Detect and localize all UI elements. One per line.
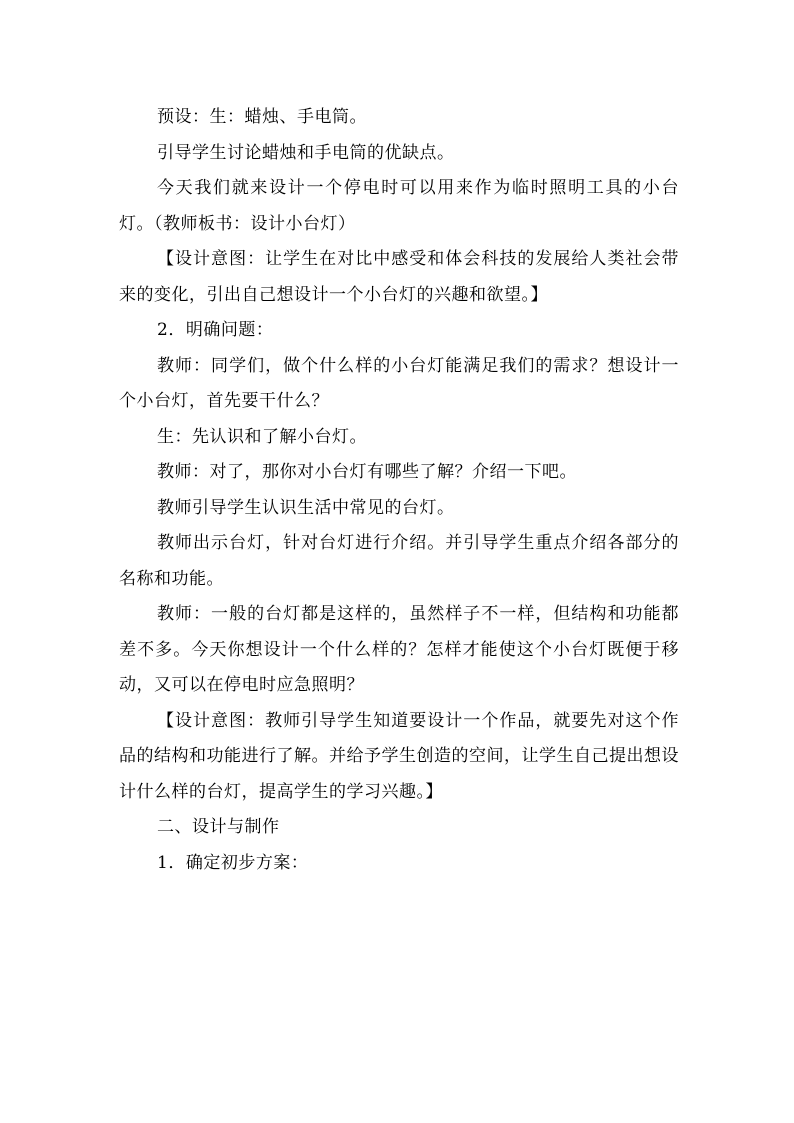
paragraph-teacher-question: 教师：同学们，做个什么样的小台灯能满足我们的需求？想设计一个小台灯，首先要干什么？: [119, 355, 679, 411]
paragraph-student-answer: 生：先认识和了解小台灯。: [157, 426, 367, 447]
paragraph-teacher-explanation: 教师：一般的台灯都是这样的，虽然样子不一样，但结构和功能都差不多。今天你想设计一个什么样的？怎样才能使这个小台灯既便于移动，又可以在停电时应急照明？: [119, 604, 679, 695]
paragraph-design-intent-1: 【设计意图：让学生在对比中感受和体会科技的发展给人类社会带来的变化，引出自己想设计一个小台灯的兴趣和欲望。】: [119, 249, 679, 305]
paragraph-lamp-demo: 教师出示台灯，针对台灯进行介绍。并引导学生重点介绍各部分的名称和功能。: [119, 533, 679, 589]
paragraph-discussion: 引导学生讨论蜡烛和手电筒的优缺点。: [157, 142, 455, 163]
paragraph-teacher-followup: 教师：对了，那你对小台灯有哪些了解？介绍一下吧。: [157, 462, 577, 482]
section-heading-define-problem: 2．明确问题：: [157, 320, 274, 340]
paragraph-teacher-guide: 教师引导学生认识生活中常见的台灯。: [157, 497, 455, 518]
section-heading-design-make: 二、设计与制作: [157, 817, 280, 837]
document-body: [119, 100, 679, 881]
paragraph-preset-answer: 预设：生：蜡烛、手电筒。: [157, 107, 367, 127]
paragraph-topic-intro: 今天我们就来设计一个停电时可以用来作为临时照明工具的小台灯。（教师板书：设计小台灯）: [119, 178, 679, 234]
paragraph-design-intent-2: 【设计意图：教师引导学生知道要设计一个作品，就要先对这个作品的结构和功能进行了解。并给予学生创造的空间，让学生自己提出想设计什么样的台灯，提高学生的学习兴趣。】: [119, 710, 679, 802]
section-heading-initial-plan: 1．确定初步方案：: [157, 852, 309, 873]
